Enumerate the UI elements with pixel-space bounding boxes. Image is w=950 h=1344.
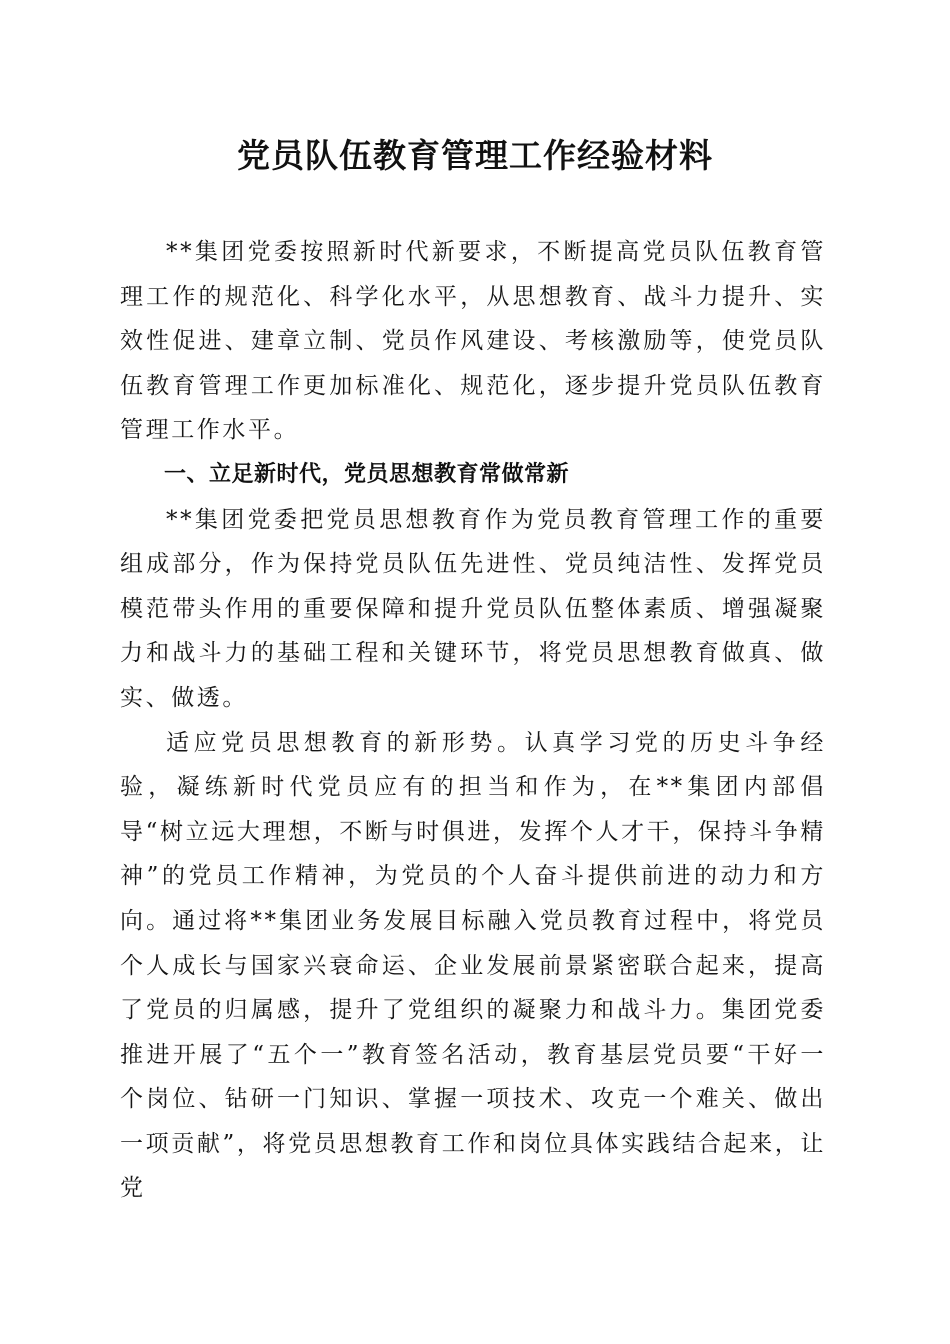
document-title: 党员队伍教育管理工作经验材料: [237, 136, 713, 175]
section1-paragraph-1: **集团党委把党员思想教育作为党员教育管理工作的重要组成部分，作为保持党员队伍先进性、党员纯洁性、发挥党员模范带头作用的重要保障和提升党员队伍整体素质、增强凝聚力和战斗力的基础工程和关键环节，将党员思想教育做真、做实、做透。: [120, 506, 826, 711]
document-body: [120, 230, 826, 1211]
intro-paragraph: **集团党委按照新时代新要求，不断提高党员队伍教育管理工作的规范化、科学化水平，从思想教育、战斗力提升、实效性促进、建章立制、党员作风建设、考核激励等，使党员队伍教育管理工作更加标准化、规范化，逐步提升党员队伍教育管理工作水平。: [120, 239, 826, 444]
section-heading-1: 一、立足新时代，党员思想教育常做常新: [164, 461, 570, 487]
section1-paragraph-2: 适应党员思想教育的新形势。认真学习党的历史斗争经验，凝练新时代党员应有的担当和作为，在**集团内部倡导“树立远大理想，不断与时俱进，发挥个人才干，保持斗争精神”的党员工作精神，为党员的个人奋斗提供前进的动力和方向。通过将**集团业务发展目标融入党员教育过程中，将党员个人成长与国家兴衰命运、企业发展前景紧密联合起来，提高了党员的归属感，提升了党组织的凝聚力和战斗力。集团党委推进开展了“五个一”教育签名活动，教育基层党员要“干好一个岗位、钻研一门知识、掌握一项技术、攻克一个难关、做出一项贡献”，将党员思想教育工作和岗位具体实践结合起来，让党: [120, 729, 826, 1202]
